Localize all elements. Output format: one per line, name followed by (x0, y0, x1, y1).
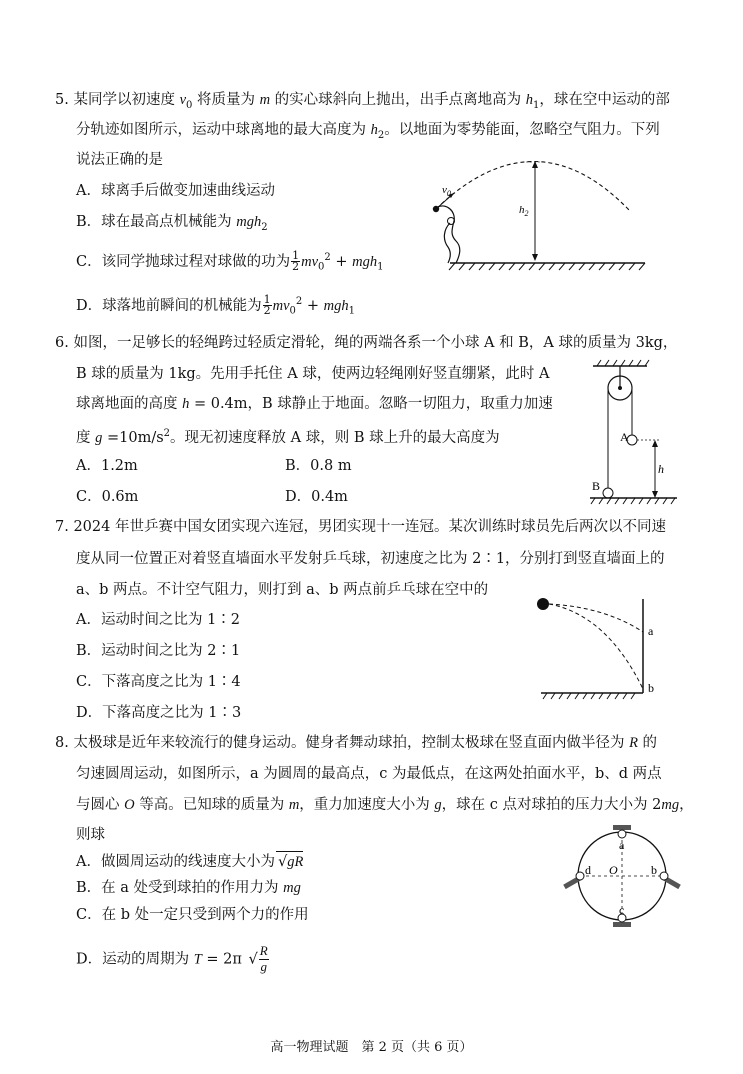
q8-number: 8. (55, 735, 69, 751)
q7-option-a[interactable]: A．运动时间之比为 1∶2 (76, 612, 241, 628)
sqrt-r-over-g: √ $\frac{R}{g}$ (248, 943, 268, 974)
q6-fig-label-a: A (620, 430, 629, 444)
q8-fig-label-d: d (585, 863, 591, 877)
q5-stem-line3: 说法正确的是 (76, 152, 163, 168)
sqrt-sign: √gR (276, 851, 303, 872)
fraction-half: $\frac{1}{2}$ (292, 249, 300, 274)
q7-number: 7. (55, 519, 69, 535)
q5-number: 5. (55, 92, 69, 108)
q7-stem-line3: a、b 两点。不计空气阻力，则打到 a、b 两点前乒乓球在空中的 (76, 582, 489, 598)
q8-option-c[interactable]: C．在 b 处一定只受到两个力的作用 (76, 907, 309, 923)
q6-stem-line2: B 球的质量为 1kg。先用手托住 A 球，使两边轻绳刚好竖直绷紧，此时 A (76, 366, 550, 382)
q8-option-a[interactable]: A．做圆周运动的线速度大小为 √gR (76, 851, 303, 872)
q8-fig-label-o: O (609, 863, 618, 877)
q6-option-b[interactable]: B．0.8 m (285, 458, 352, 474)
q7-option-d[interactable]: D．下落高度之比为 1∶3 (76, 705, 242, 721)
q6-option-d[interactable]: D．0.4m (285, 489, 348, 505)
q5-option-d[interactable]: D．球落地前瞬间的机械能为 $\frac{1}{2}$ $mv_0^2 + mgh_1$ (76, 293, 356, 318)
q6-stem-line3: 球离地面的高度 h = 0.4m，B 球静止于地面。忽略一切阻力，取重力加速 (76, 396, 553, 412)
q8-option-d[interactable]: D．运动的周期为 T = 2π √ $\frac{R}{g}$ (76, 943, 268, 974)
q8-fig-label-a: a (619, 838, 625, 852)
q6-stem-line1: 6. 如图，一足够长的轻绳跨过轻质定滑轮，绳的两端各系一个小球 A 和 B，A 球的质量为 3kg， (55, 335, 678, 351)
q8-option-b[interactable]: B．在 a 处受到球拍的作用力为 mg (76, 880, 301, 896)
q5-stem-line1: 5. 某同学以初速度 $v_0$ 将质量为 m 的实心球斜向上抛出，出手点离地高为 $h_1$，球在空中运动的部 (55, 92, 670, 111)
q7-fig-label-a: a (648, 624, 654, 638)
q6-option-c[interactable]: C．0.6m (76, 489, 139, 505)
q8-taiji-figure (555, 825, 695, 935)
q8-stem-line1: 8. 太极球是近年来较流行的健身运动。健身者舞动球拍，控制太极球在竖直面内做半径为 R 的 (55, 735, 658, 751)
q6-pulley-figure (585, 362, 685, 507)
q5-option-c[interactable]: C．该同学抛球过程对球做的功为 $\frac{1}{2}$ $mv_0^2 + mgh_1$ (76, 249, 384, 274)
q8-stem-line4: 则球 (76, 827, 105, 843)
page-footer: 高一物理试题 第 2 页（共 6 页） (270, 1040, 473, 1055)
q8-fig-label-b: b (651, 863, 657, 877)
fraction-half: $\frac{1}{2}$ (263, 293, 271, 318)
q6-fig-label-b: B (592, 479, 601, 493)
q7-option-c[interactable]: C．下落高度之比为 1∶4 (76, 674, 241, 690)
q5-projectile-figure (420, 155, 660, 275)
q5-option-b[interactable]: B．球在最高点机械能为 mgh$_2$ (76, 214, 268, 233)
q5-fig-v0-label: $v_0$ (442, 184, 451, 198)
q8-stem-line3: 与圆心 O 等高。已知球的质量为 m，重力加速度大小为 g，球在 c 点对球拍的压力大小为 2mg， (76, 797, 694, 813)
q6-fig-label-h: h (658, 462, 664, 476)
q7-stem-line1: 7. 2024 年世乒赛中国女团实现六连冠，男团实现十一连冠。某次训练时球员先后两次以不同速 (55, 519, 666, 535)
q7-option-b[interactable]: B．运动时间之比为 2∶1 (76, 643, 241, 659)
q5-stem-line2: 分轨迹如图所示，运动中球离地的最大高度为 $h_2$。以地面为零势能面，忽略空气阻力。下列 (76, 122, 660, 141)
q6-number: 6. (55, 335, 69, 351)
q5-fig-h2-label: $h_2$ (519, 204, 529, 218)
q7-stem-line2: 度从同一位置正对着竖直墙面水平发射乒乓球，初速度之比为 2∶1，分别打到竖直墙面上的 (76, 551, 665, 567)
q5-option-a[interactable]: A．球离手后做变加速曲线运动 (76, 183, 275, 199)
q7-fig-label-b: b (648, 681, 654, 695)
q6-stem-line4: 度 $g =10m/s^2$。现无初速度释放 A 球，则 B 球上升的最大高度为 (76, 428, 500, 446)
q8-fig-label-c: c (619, 903, 625, 917)
q6-option-a[interactable]: A．1.2m (76, 458, 138, 474)
q8-stem-line2: 匀速圆周运动，如图所示，a 为圆周的最高点，c 为最低点，在这两处拍面水平，b、d 两点 (76, 766, 662, 782)
q7-wall-figure (535, 595, 675, 707)
